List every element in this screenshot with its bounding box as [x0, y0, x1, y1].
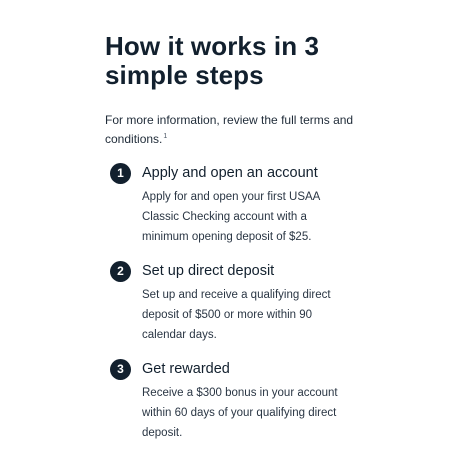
step-body: [142, 163, 365, 247]
steps-list: [105, 163, 365, 443]
step-description: [142, 187, 365, 247]
how-it-works-section: [105, 32, 365, 450]
intro-copy: For more information, review the full terms and conditions.: [105, 113, 354, 146]
step-body: [142, 261, 365, 345]
footnote-marker[interactable]: 1: [163, 133, 168, 140]
step-2: [105, 261, 365, 345]
step-number-badge: 2: [110, 261, 131, 282]
step-description-line: Apply for and open your first USAA: [142, 191, 321, 203]
step-description: [142, 285, 365, 345]
step-title: Get rewarded: [142, 361, 230, 377]
page-title: [105, 32, 365, 90]
step-1: [105, 163, 365, 247]
step-description-line: deposit of $500 or more within 90: [142, 309, 313, 321]
step-number-badge: 1: [110, 163, 131, 184]
title-line-2: simple steps: [105, 60, 264, 90]
step-description-line: calendar days.: [142, 329, 217, 341]
intro-text: [105, 111, 365, 149]
step-description-line: minimum opening deposit of $25.: [142, 231, 312, 243]
step-3: [105, 359, 365, 443]
step-description-line: Receive a $300 bonus in your account: [142, 387, 338, 399]
step-description-line: Set up and receive a qualifying direct: [142, 289, 331, 301]
step-body: [142, 359, 365, 443]
step-description: [142, 383, 365, 443]
step-description-line: Classic Checking account with a: [142, 211, 307, 223]
step-number-badge: 3: [110, 359, 131, 380]
step-title: Apply and open an account: [142, 165, 318, 181]
step-title: Set up direct deposit: [142, 263, 275, 279]
step-description-line: within 60 days of your qualifying direct: [142, 407, 337, 419]
title-line-1: How it works in 3: [105, 31, 320, 61]
step-description-line: deposit.: [142, 427, 183, 439]
